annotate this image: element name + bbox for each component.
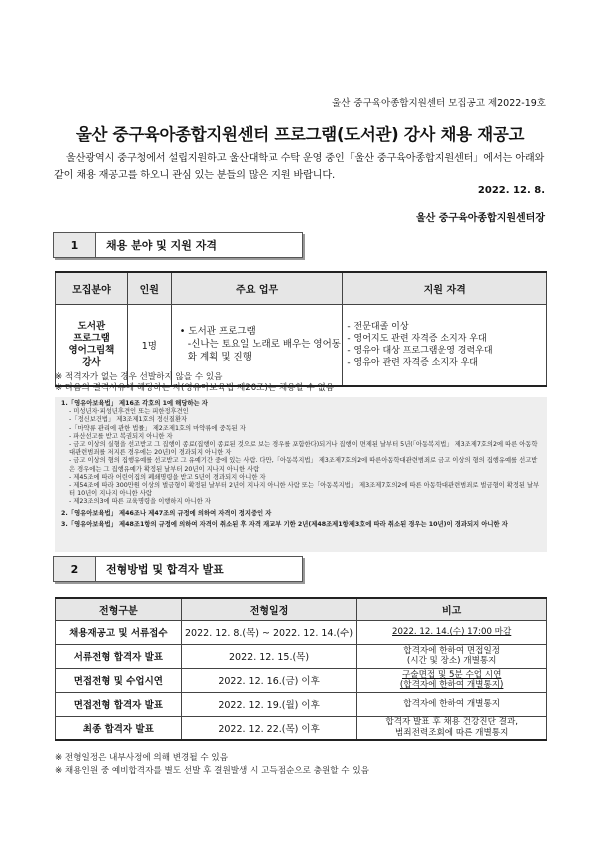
dq-heading-2: 2.「영유아보육법」 제46조나 제47조의 규정에 의하여 자격이 정지중인 자: [61, 509, 272, 517]
dq-item: - 미성년자·피성년후견인 또는 피한정후견인: [69, 408, 189, 416]
header-stage: 전형구분: [56, 598, 182, 620]
recruit-field: 도서관 프로그램 영어그림책 강사: [56, 304, 128, 386]
section-1-header: [53, 232, 303, 258]
recruit-count: 1명: [127, 304, 171, 386]
table-row: [56, 692, 547, 716]
section-1-number: 1: [54, 233, 96, 257]
dq-item: - 금고 이상의 실형을 선고받고 그 집행이 종료(집행이 종료된 것으로 보는 경우를 포함한다)되거나 집행이 면제된 날부터 5년(「아동복지법」 제3조제7호의2에 따른 아동학대관련범죄를 저지른 경우에는 20년)이 경과되지 아니한 자: [69, 441, 538, 457]
stage-cell: 면접전형 및 수업시연: [56, 668, 182, 692]
dq-item: - 금고 이상의 형의 집행유예를 선고받고 그 유예기간 중에 있는 사람. 다만,「아동복지법」 제3조제7호의2에 따른아동학대관련범죄로 금고 이상의 형의 집행유예를 선고받은 경우에는 그 집행유예가 확정된 날부터 20년이 지나지 아니한 사람: [69, 457, 538, 473]
stage-cell: 면접전형 합격자 발표: [56, 692, 182, 716]
remark-cell: 2022. 12. 14.(수) 17:00 마감: [357, 620, 547, 644]
issuing-organization: 울산 중구육아종합지원센터장: [415, 213, 545, 224]
header-qualification: 지원 자격: [343, 272, 547, 304]
qualification-item: - 영어지도 관련 자격증 소지자 우대: [347, 333, 487, 344]
section-1-notes: [55, 372, 334, 393]
remark-cell: 합격자에 한하여 면접일정 (시간 및 장소) 개별통지: [357, 644, 547, 668]
section-2-header: [53, 556, 303, 582]
table-row: [56, 668, 547, 692]
qualification-cell: [343, 304, 547, 386]
note-item: ※ 적격자가 없는 경우 선발하지 않을 수 있음: [55, 372, 223, 382]
notice-date: 2022. 12. 8.: [477, 185, 545, 196]
dq-item: -「마약류 관리에 관한 법률」 제2조제1호의 마약류에 중독된 자: [69, 424, 246, 432]
note-item: ※ 전형일정은 내부사정에 의해 변경될 수 있음: [55, 753, 229, 763]
dq-item: - 제54조에 따라 300만원 이상의 벌금형이 확정된 날부터 2년이 지나지 아니한 사람 또는「아동복지법」 제3조제7호의2에 따른 아동학대관련범죄로 벌금형이 확정된 날부터 10년이 지나지 아니한 사람: [69, 482, 540, 498]
schedule-table: [55, 597, 547, 741]
schedule-cell: 2022. 12. 16.(금) 이후: [181, 668, 357, 692]
section-1-title: 채용 분야 및 지원 자격: [106, 239, 217, 252]
section-2-title: 전형방법 및 합격자 발표: [106, 563, 224, 576]
note-item: ※ 다음의 결격사유에 해당하는 자(영유아보육법 제20조)는 채용할 수 없음: [55, 382, 335, 393]
remark-cell: 구술면접 및 5분 수업 시연 (합격자에 한하여 개별통지): [357, 668, 547, 692]
qualification-item: - 영유아 관련 자격증 소지자 우대: [347, 357, 478, 368]
dq-item: -「정신보건법」 제3조제1호의 정신질환자: [69, 416, 188, 424]
note-item: ※ 채용인원 중 예비합격자를 별도 선발 후 결원발생 시 고득점순으로 충원할 수 있음: [55, 766, 369, 776]
stage-cell: 서류전형 합격자 발표: [56, 644, 182, 668]
header-count: 인원: [127, 272, 171, 304]
intro-paragraph: 울산광역시 중구청에서 설립지원하고 울산대학교 수탁 운영 중인「울산 중구육아종합지원센터」에서는 아래와 같이 채용 재공고를 하오니 관심 있는 분들의 많은 지원 바랍니다.: [54, 153, 545, 181]
section-2-number: 2: [54, 557, 96, 581]
header-duty: 주요 업무: [171, 272, 343, 304]
duty-sub: -신나는 토요일 노래로 배우는 영어동화 계획 및 진행: [187, 339, 341, 364]
duty-main: • 도서관 프로그램: [179, 326, 256, 338]
qualification-item: - 전문대졸 이상: [347, 321, 409, 332]
qualification-item: - 영유아 대상 프로그램운영 경력우대: [347, 345, 493, 356]
remark-cell: 합격자에 한하여 개별통지: [357, 692, 547, 716]
table-row: [56, 644, 547, 668]
dq-heading-1: 1.「영유아보육법」 제16조 각호의 1에 해당하는 자: [61, 400, 208, 407]
table-row: [56, 716, 547, 740]
table-row: [56, 620, 547, 644]
header-remark: 비고: [357, 598, 547, 620]
dq-item: - 제23조의3에 따른 교육명령을 이행하지 아니한 자: [69, 498, 211, 506]
schedule-cell: 2022. 12. 19.(월) 이후: [181, 692, 357, 716]
schedule-cell: 2022. 12. 15.(목): [181, 644, 357, 668]
disqualification-box: [55, 397, 547, 552]
header-schedule: 전형일정: [181, 598, 357, 620]
header-field: 모집분야: [56, 272, 128, 304]
page-title: 울산 중구육아종합지원센터 프로그램(도서관) 강사 채용 재공고: [75, 125, 525, 144]
stage-cell: 최종 합격자 발표: [56, 716, 182, 740]
schedule-cell: 2022. 12. 22.(목) 이후: [181, 716, 357, 740]
remark-cell: 합격자 발표 후 채용 건강진단 결과, 범죄전력조회에 따른 개별통지: [357, 716, 547, 740]
dq-heading-3: 3.「영유아보육법」 제48조1항의 규정에 의하여 자격이 취소된 후 자격 재교부 기한 2년(제48조제1항제3호에 따라 취소된 경우는 10년)이 경과되지 아니한 자: [61, 520, 508, 528]
recruitment-table: [55, 271, 547, 387]
dq-item: - 제45조에 따라 어린이집의 폐쇄명령을 받고 5년이 경과되지 아니한 자: [69, 473, 266, 481]
stage-cell: 채용재공고 및 서류접수: [56, 620, 182, 644]
schedule-cell: 2022. 12. 8.(목) ~ 2022. 12. 14.(수): [181, 620, 357, 644]
notice-number: 울산 중구육아종합지원센터 모집공고 제2022-19호: [332, 98, 546, 109]
dq-item: - 파산선고를 받고 복권되지 아니한 자: [69, 432, 173, 440]
section-2-notes: [55, 752, 369, 778]
